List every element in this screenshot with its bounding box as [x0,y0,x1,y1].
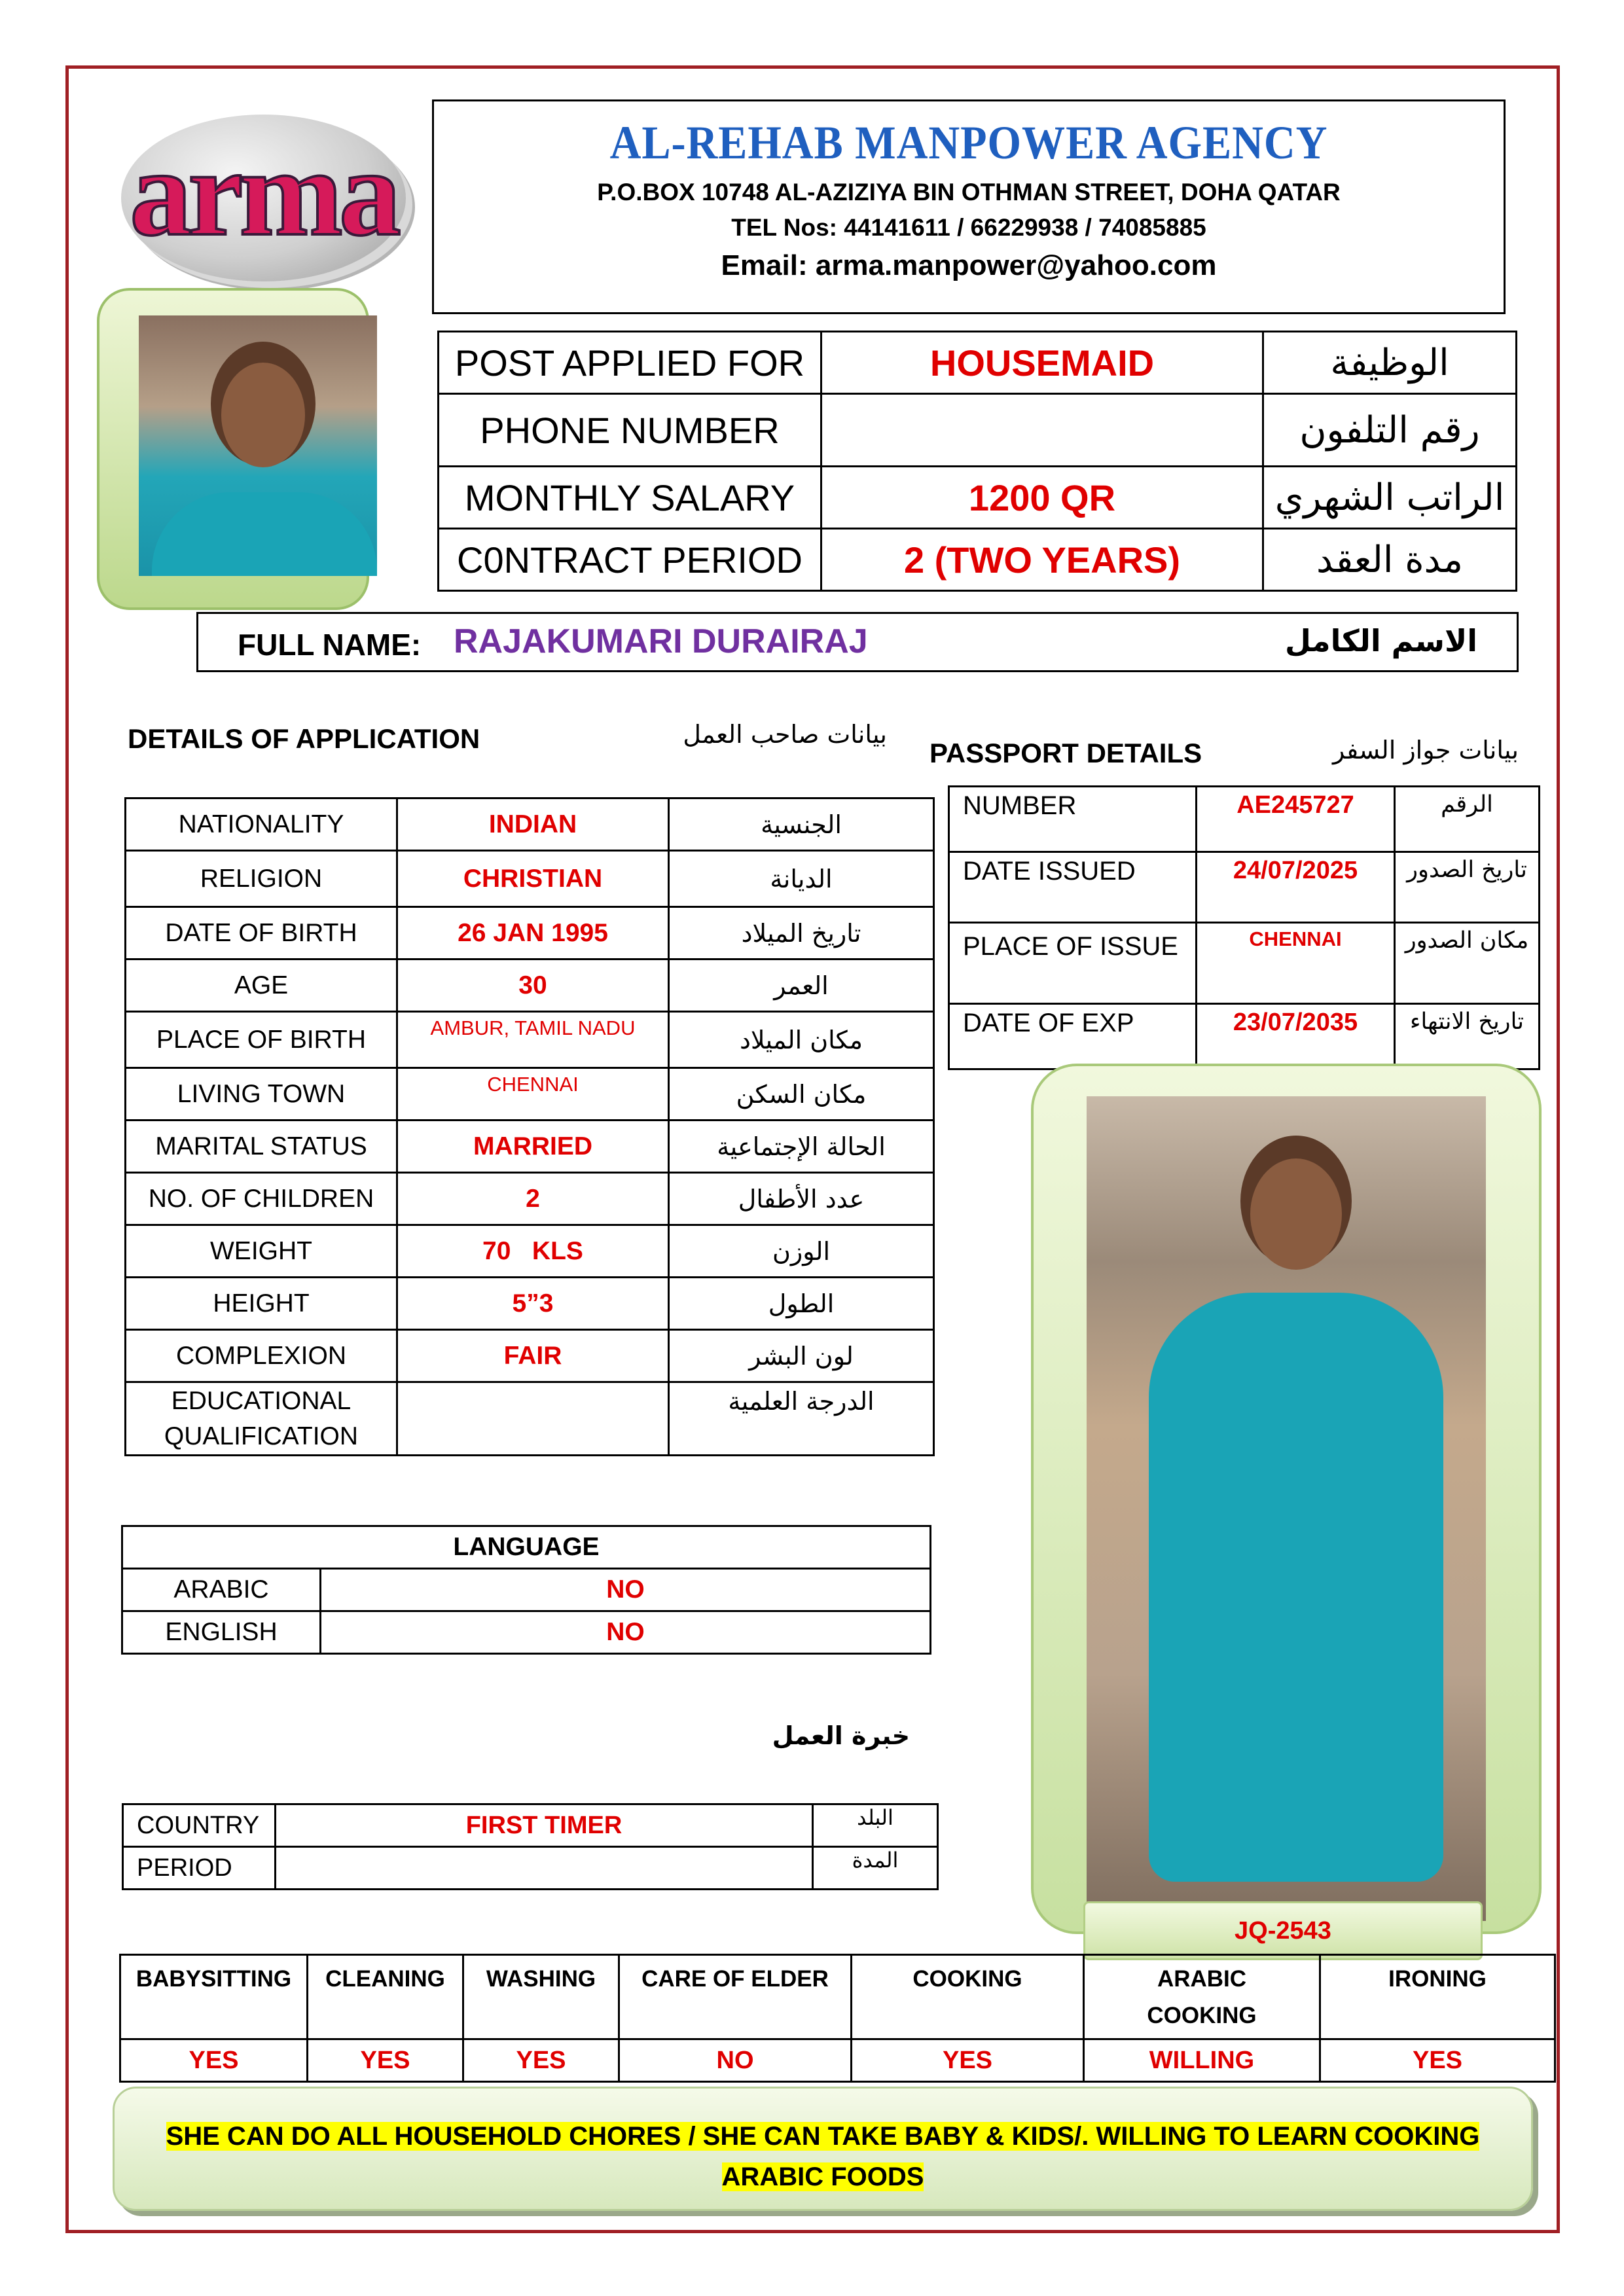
table-row [949,923,1540,1004]
complexion-label: COMPLEXION [126,1330,397,1382]
skill-ironing-value: YES [1320,2039,1555,2082]
birthplace-arabic: مكان الميلاد [669,1012,934,1068]
expiry-date-arabic: تاريخ الانتهاء [1395,1004,1540,1069]
full-name-value: RAJAKUMARI DURAIRAJ [454,622,868,660]
skill-ironing-label: IRONING [1320,1955,1555,2039]
complexion-arabic: لون البشر [669,1330,934,1382]
education-arabic: الدرجة العلمية [669,1382,934,1456]
age-label: AGE [126,960,397,1012]
table-row [126,1382,934,1456]
table-row [949,852,1540,923]
birthplace-value: AMBUR, TAMIL NADU [397,1012,669,1068]
birthplace-label: PLACE OF BIRTH [126,1012,397,1068]
experience-table [122,1803,939,1890]
table-row [439,332,1517,394]
passport-table [948,785,1540,1070]
table-row [126,907,934,960]
table-row [126,960,934,1012]
expiry-date-label: DATE OF EXP [949,1004,1197,1069]
table-row [126,1173,934,1225]
post-value: HOUSEMAID [821,332,1263,394]
table-row [126,851,934,907]
passport-title-arabic: بيانات جواز السفر [1333,736,1519,764]
height-label: HEIGHT [126,1278,397,1330]
skill-babysitting-value: YES [120,2039,308,2082]
education-value [397,1382,669,1456]
weight-value: 70 KLS [397,1225,669,1278]
table-row [439,467,1517,529]
table-row [126,1278,934,1330]
skill-washing-value: YES [463,2039,619,2082]
contract-arabic: مدة العقد [1263,529,1517,591]
weight-label: WEIGHT [126,1225,397,1278]
period-arabic: المدة [813,1847,938,1890]
religion-label: RELIGION [126,851,397,907]
phone-arabic: رقم التلفون [1263,394,1517,467]
skill-elder-care-value: NO [619,2039,852,2082]
agency-header [432,99,1506,314]
issue-place-arabic: مكان الصدور [1395,923,1540,1004]
skill-washing-label: WASHING [463,1955,619,2039]
table-row [439,394,1517,467]
job-info-table [437,331,1517,592]
salary-label: MONTHLY SALARY [439,467,821,529]
expiry-date-value: 23/07/2035 [1197,1004,1395,1069]
nationality-label: NATIONALITY [126,798,397,851]
period-value [276,1847,813,1890]
table-row [126,1225,934,1278]
table-row [123,1847,938,1890]
weight-arabic: الوزن [669,1225,934,1278]
education-label: EDUCATIONAL QUALIFICATION [126,1382,397,1456]
table-row [126,1012,934,1068]
living-town-value: CHENNAI [397,1068,669,1121]
portrait-photo [139,315,377,576]
skill-cleaning-label: CLEANING [308,1955,463,2039]
language-table [121,1525,931,1655]
application-table [124,797,935,1456]
contract-value: 2 (TWO YEARS) [821,529,1263,591]
photo-code: JQ-2543 [1083,1901,1483,1960]
agency-email: Email: arma.manpower@yahoo.com [721,249,1217,281]
phone-value [821,394,1263,467]
skill-cooking-label: COOKING [852,1955,1084,2039]
salary-value: 1200 QR [821,467,1263,529]
passport-number-arabic: الرقم [1395,787,1540,852]
height-arabic: الطول [669,1278,934,1330]
salary-arabic: الراتب الشهري [1263,467,1517,529]
age-arabic: العمر [669,960,934,1012]
english-value: NO [321,1611,931,1654]
table-row [126,798,934,851]
post-label: POST APPLIED FOR [439,332,821,394]
living-town-arabic: مكان السكن [669,1068,934,1121]
phone-label: PHONE NUMBER [439,394,821,467]
arabic-label: ARABIC [122,1569,321,1611]
skill-cleaning-value: YES [308,2039,463,2082]
dob-label: DATE OF BIRTH [126,907,397,960]
marital-value: MARRIED [397,1121,669,1173]
country-value: FIRST TIMER [276,1804,813,1847]
issue-date-arabic: تاريخ الصدور [1395,852,1540,923]
agency-address: P.O.BOX 10748 AL-AZIZIYA BIN OTHMAN STREET, DOHA QATAR [597,179,1341,206]
application-title: DETAILS OF APPLICATION [128,723,480,754]
issue-date-label: DATE ISSUED [949,852,1197,923]
passport-number-label: NUMBER [949,787,1197,852]
religion-arabic: الديانة [669,851,934,907]
skill-cooking-value: YES [852,2039,1084,2082]
marital-label: MARITAL STATUS [126,1121,397,1173]
nationality-arabic: الجنسية [669,798,934,851]
table-row [126,1068,934,1121]
table-row [949,1004,1540,1069]
passport-number-value: AE245727 [1197,787,1395,852]
marital-arabic: الحالة الإجتماعية [669,1121,934,1173]
nationality-value: INDIAN [397,798,669,851]
skill-arabic-cooking-label: ARABIC COOKING [1084,1955,1320,2039]
passport-title: PASSPORT DETAILS [929,738,1202,768]
application-title-arabic: بيانات صاحب العمل [683,720,887,749]
table-row [120,2039,1555,2082]
remarks-box [113,2087,1533,2211]
religion-value: CHRISTIAN [397,851,669,907]
table-row [122,1526,931,1569]
english-label: ENGLISH [122,1611,321,1654]
language-title: LANGUAGE [122,1526,931,1569]
table-row [123,1804,938,1847]
children-arabic: عدد الأطفال [669,1173,934,1225]
agency-tel: TEL Nos: 44141611 / 66229938 / 74085885 [731,214,1206,241]
issue-place-value: CHENNAI [1197,923,1395,1004]
country-label: COUNTRY [123,1804,276,1847]
age-value: 30 [397,960,669,1012]
table-row [126,1121,934,1173]
agency-title: AL-REHAB MANPOWER AGENCY [609,117,1328,169]
skill-elder-care-label: CARE OF ELDER [619,1955,852,2039]
height-value: 5”3 [397,1278,669,1330]
dob-value: 26 JAN 1995 [397,907,669,960]
post-arabic: الوظيفة [1263,332,1517,394]
country-arabic: البلد [813,1804,938,1847]
logo-text: arma [130,124,397,262]
table-row [120,1955,1555,2039]
full-name-label: FULL NAME: [238,628,422,662]
period-label: PERIOD [123,1847,276,1890]
children-value: 2 [397,1173,669,1225]
full-name-box [196,612,1519,672]
remarks-text [154,2116,1492,2197]
table-row [122,1611,931,1654]
table-row [122,1569,931,1611]
children-label: NO. OF CHILDREN [126,1173,397,1225]
skills-table [119,1954,1556,2083]
remarks-highlight: SHE CAN DO ALL HOUSEHOLD CHORES / SHE CAN TAKE BABY & KIDS/. WILLING TO LEARN COOKING ARABIC FOODS [166,2122,1480,2191]
arabic-value: NO [321,1569,931,1611]
experience-title-arabic: خبرة العمل [772,1721,910,1750]
dob-arabic: تاريخ الميلاد [669,907,934,960]
skill-arabic-cooking-value: WILLING [1084,2039,1320,2082]
living-town-label: LIVING TOWN [126,1068,397,1121]
issue-date-value: 24/07/2025 [1197,852,1395,923]
full-name-arabic: الاسم الكامل [1285,623,1477,658]
skill-babysitting-label: BABYSITTING [120,1955,308,2039]
issue-place-label: PLACE OF ISSUE [949,923,1197,1004]
full-body-photo [1087,1096,1486,1921]
contract-label: C0NTRACT PERIOD [439,529,821,591]
table-row [439,529,1517,591]
table-row [126,1330,934,1382]
complexion-value: FAIR [397,1330,669,1382]
table-row [949,787,1540,852]
